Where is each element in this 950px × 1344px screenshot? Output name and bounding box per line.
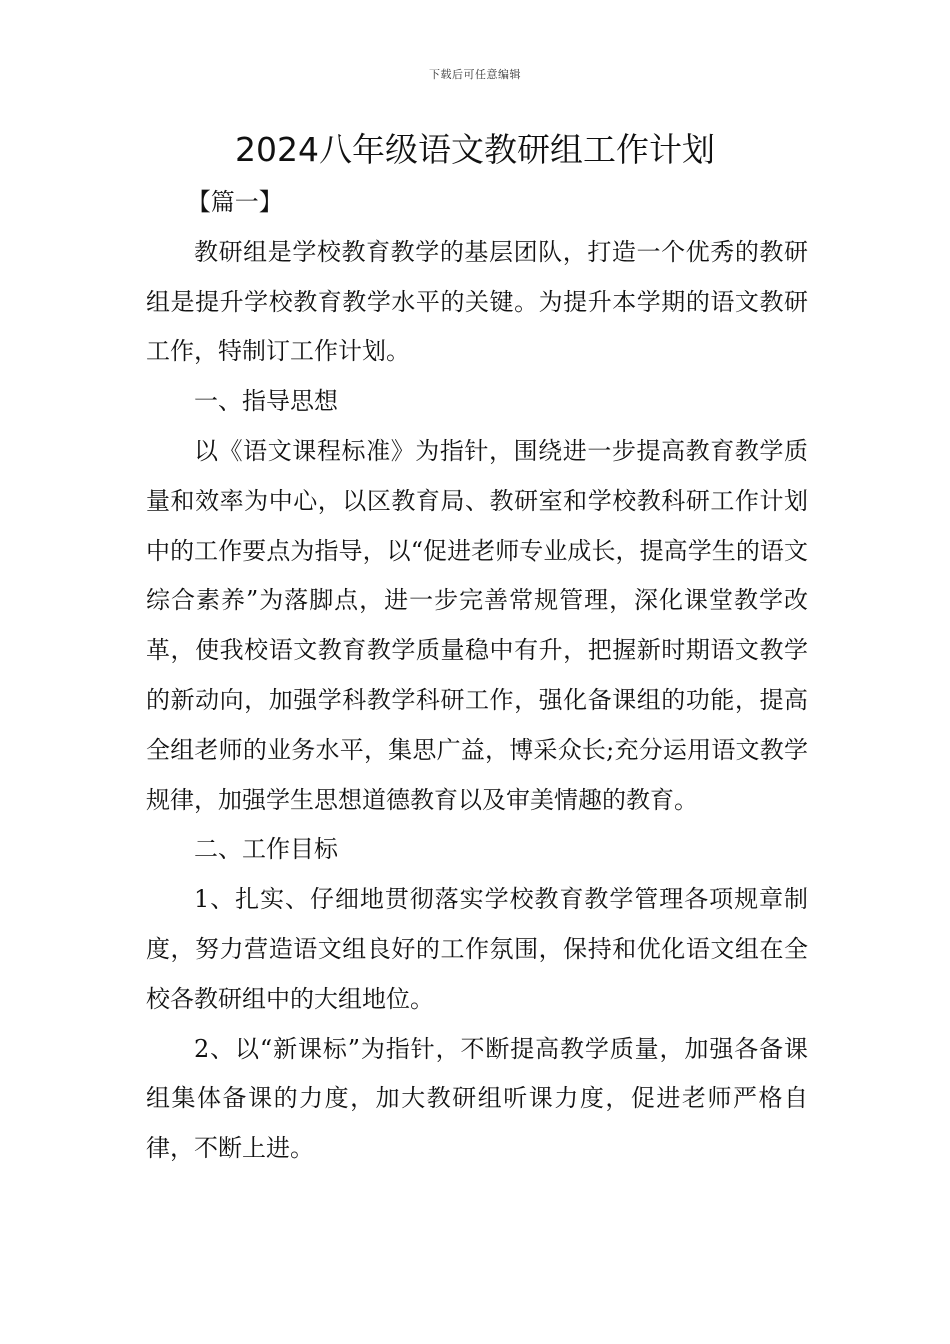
header-note: 下载后可任意编辑: [429, 68, 521, 81]
document-body: [146, 178, 808, 1174]
paragraph-guiding-ideology: 以《语文课程标准》为指针，围绕进一步提高教育教学质量和效率为中心，以区教育局、教研室和学校教科研工作计划中的工作要点为指导，以“促进老师专业成长，提高学生的语文综合素养”为落脚点，进一步完善常规管理，深化课堂教学改革，使我校语文教育教学质量稳中有升，把握新时期语文教学的新动向，加强学科教学科研工作，强化备课组的功能，提高全组老师的业务水平，集思广益，博采众长;充分运用语文教学规律，加强学生思想道德教育以及审美情趣的教育。: [146, 436, 808, 814]
heading-work-goals: 二、工作目标: [194, 835, 338, 864]
paragraph-intro: 教研组是学校教育教学的基层团队，打造一个优秀的教研组是提升学校教育教学水平的关键。为提升本学期的语文教研工作，特制订工作计划。: [146, 237, 808, 366]
paragraph-goal-2: 2、以“新课标”为指针，不断提高教学质量，加强各备课组集体备课的力度，加大教研组听课力度，促进老师严格自律，不断上进。: [146, 1034, 808, 1163]
document-title: 2024八年级语文教研组工作计划: [235, 130, 715, 169]
heading-guiding-ideology: 一、指导思想: [194, 387, 338, 416]
section-label: 【篇一】: [186, 188, 283, 216]
paragraph-goal-1: 1、扎实、仔细地贯彻落实学校教育教学管理各项规章制度，努力营造语文组良好的工作氛围，保持和优化语文组在全校各教研组中的大组地位。: [146, 885, 808, 1013]
